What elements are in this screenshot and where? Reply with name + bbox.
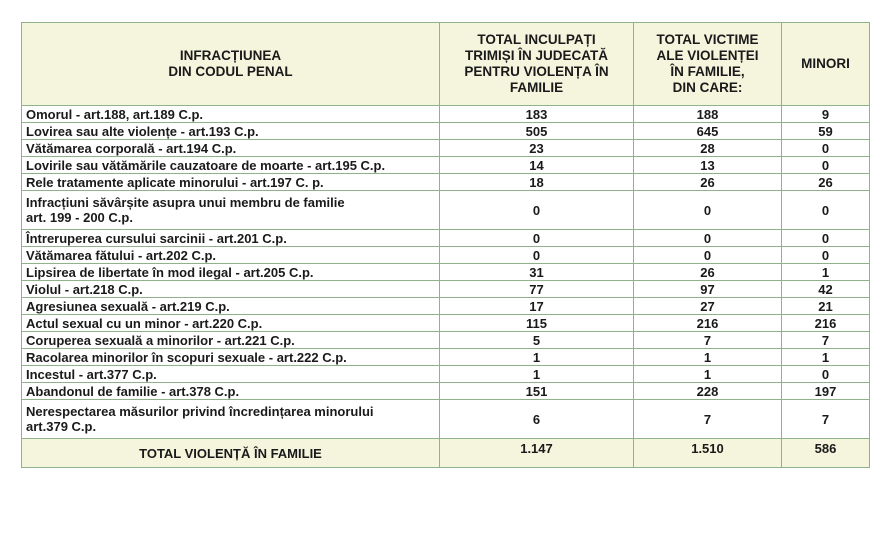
total-victims: 1.510: [634, 439, 782, 468]
header-total-defendants: TOTAL INCULPAȚI TRIMIȘI ÎN JUDECATĂ PENTRU VIOLENȚA ÎN FAMILIE: [440, 23, 634, 106]
offense-cell: Abandonul de familie - art.378 C.p.: [22, 383, 440, 400]
minors-cell: 0: [782, 191, 870, 230]
offense-cell: Nerespectarea măsurilor privind încredințarea minorului art.379 C.p.: [22, 400, 440, 439]
header-minors: MINORI: [782, 23, 870, 106]
victims-cell: 26: [634, 264, 782, 281]
table-row: [22, 247, 870, 264]
offense-cell: Infracțiuni săvârșite asupra unui membru de familie art. 199 - 200 C.p.: [22, 191, 440, 230]
table-row: [22, 230, 870, 247]
defendants-cell: 1: [440, 366, 634, 383]
header-offense: INFRACȚIUNEA DIN CODUL PENAL: [22, 23, 440, 106]
table-row: [22, 140, 870, 157]
offense-cell: Incestul - art.377 C.p.: [22, 366, 440, 383]
defendants-cell: 77: [440, 281, 634, 298]
minors-cell: 21: [782, 298, 870, 315]
offense-cell: Omorul - art.188, art.189 C.p.: [22, 106, 440, 123]
table-row: [22, 332, 870, 349]
total-row: [22, 439, 870, 468]
defendants-cell: 183: [440, 106, 634, 123]
victims-cell: 7: [634, 332, 782, 349]
offense-cell: Violul - art.218 C.p.: [22, 281, 440, 298]
total-label: TOTAL VIOLENȚĂ ÎN FAMILIE: [22, 439, 440, 468]
victims-cell: 7: [634, 400, 782, 439]
defendants-cell: 18: [440, 174, 634, 191]
table-row: [22, 366, 870, 383]
table-row: [22, 106, 870, 123]
minors-cell: 0: [782, 230, 870, 247]
defendants-cell: 6: [440, 400, 634, 439]
defendants-cell: 0: [440, 191, 634, 230]
minors-cell: 216: [782, 315, 870, 332]
offense-cell: Lovirile sau vătămările cauzatoare de moarte - art.195 C.p.: [22, 157, 440, 174]
defendants-cell: 1: [440, 349, 634, 366]
offense-cell: Coruperea sexuală a minorilor - art.221 C.p.: [22, 332, 440, 349]
table-row: [22, 400, 870, 439]
header-total-victims: TOTAL VICTIME ALE VIOLENȚEI ÎN FAMILIE, DIN CARE:: [634, 23, 782, 106]
defendants-cell: 31: [440, 264, 634, 281]
minors-cell: 197: [782, 383, 870, 400]
minors-cell: 9: [782, 106, 870, 123]
defendants-cell: 115: [440, 315, 634, 332]
minors-cell: 1: [782, 264, 870, 281]
victims-cell: 216: [634, 315, 782, 332]
defendants-cell: 5: [440, 332, 634, 349]
offense-cell: Vătămarea fătului - art.202 C.p.: [22, 247, 440, 264]
victims-cell: 188: [634, 106, 782, 123]
minors-cell: 26: [782, 174, 870, 191]
table-row: [22, 281, 870, 298]
minors-cell: 0: [782, 140, 870, 157]
victims-cell: 1: [634, 349, 782, 366]
defendants-cell: 17: [440, 298, 634, 315]
victims-cell: 28: [634, 140, 782, 157]
total-minors: 586: [782, 439, 870, 468]
domestic-violence-table: [21, 22, 870, 468]
table-row: [22, 315, 870, 332]
defendants-cell: 151: [440, 383, 634, 400]
defendants-cell: 0: [440, 230, 634, 247]
victims-cell: 27: [634, 298, 782, 315]
victims-cell: 26: [634, 174, 782, 191]
total-defendants: 1.147: [440, 439, 634, 468]
table-row: [22, 191, 870, 230]
victims-cell: 0: [634, 191, 782, 230]
victims-cell: 97: [634, 281, 782, 298]
table-row: [22, 157, 870, 174]
table-row: [22, 174, 870, 191]
table-row: [22, 383, 870, 400]
minors-cell: 0: [782, 366, 870, 383]
table-row: [22, 349, 870, 366]
offense-cell: Rele tratamente aplicate minorului - art.197 C. p.: [22, 174, 440, 191]
table-row: [22, 123, 870, 140]
victims-cell: 13: [634, 157, 782, 174]
defendants-cell: 505: [440, 123, 634, 140]
defendants-cell: 14: [440, 157, 634, 174]
defendants-cell: 23: [440, 140, 634, 157]
minors-cell: 42: [782, 281, 870, 298]
offense-cell: Actul sexual cu un minor - art.220 C.p.: [22, 315, 440, 332]
victims-cell: 0: [634, 247, 782, 264]
offense-cell: Racolarea minorilor în scopuri sexuale - art.222 C.p.: [22, 349, 440, 366]
minors-cell: 59: [782, 123, 870, 140]
victims-cell: 228: [634, 383, 782, 400]
minors-cell: 1: [782, 349, 870, 366]
statistics-table-container: [21, 22, 869, 468]
offense-cell: Vătămarea corporală - art.194 C.p.: [22, 140, 440, 157]
minors-cell: 0: [782, 157, 870, 174]
table-row: [22, 298, 870, 315]
minors-cell: 7: [782, 332, 870, 349]
header-row: [22, 23, 870, 106]
minors-cell: 0: [782, 247, 870, 264]
table-body: [22, 106, 870, 439]
defendants-cell: 0: [440, 247, 634, 264]
victims-cell: 1: [634, 366, 782, 383]
victims-cell: 0: [634, 230, 782, 247]
offense-cell: Agresiunea sexuală - art.219 C.p.: [22, 298, 440, 315]
minors-cell: 7: [782, 400, 870, 439]
table-row: [22, 264, 870, 281]
offense-cell: Lovirea sau alte violențe - art.193 C.p.: [22, 123, 440, 140]
offense-cell: Întreruperea cursului sarcinii - art.201 C.p.: [22, 230, 440, 247]
victims-cell: 645: [634, 123, 782, 140]
offense-cell: Lipsirea de libertate în mod ilegal - art.205 C.p.: [22, 264, 440, 281]
